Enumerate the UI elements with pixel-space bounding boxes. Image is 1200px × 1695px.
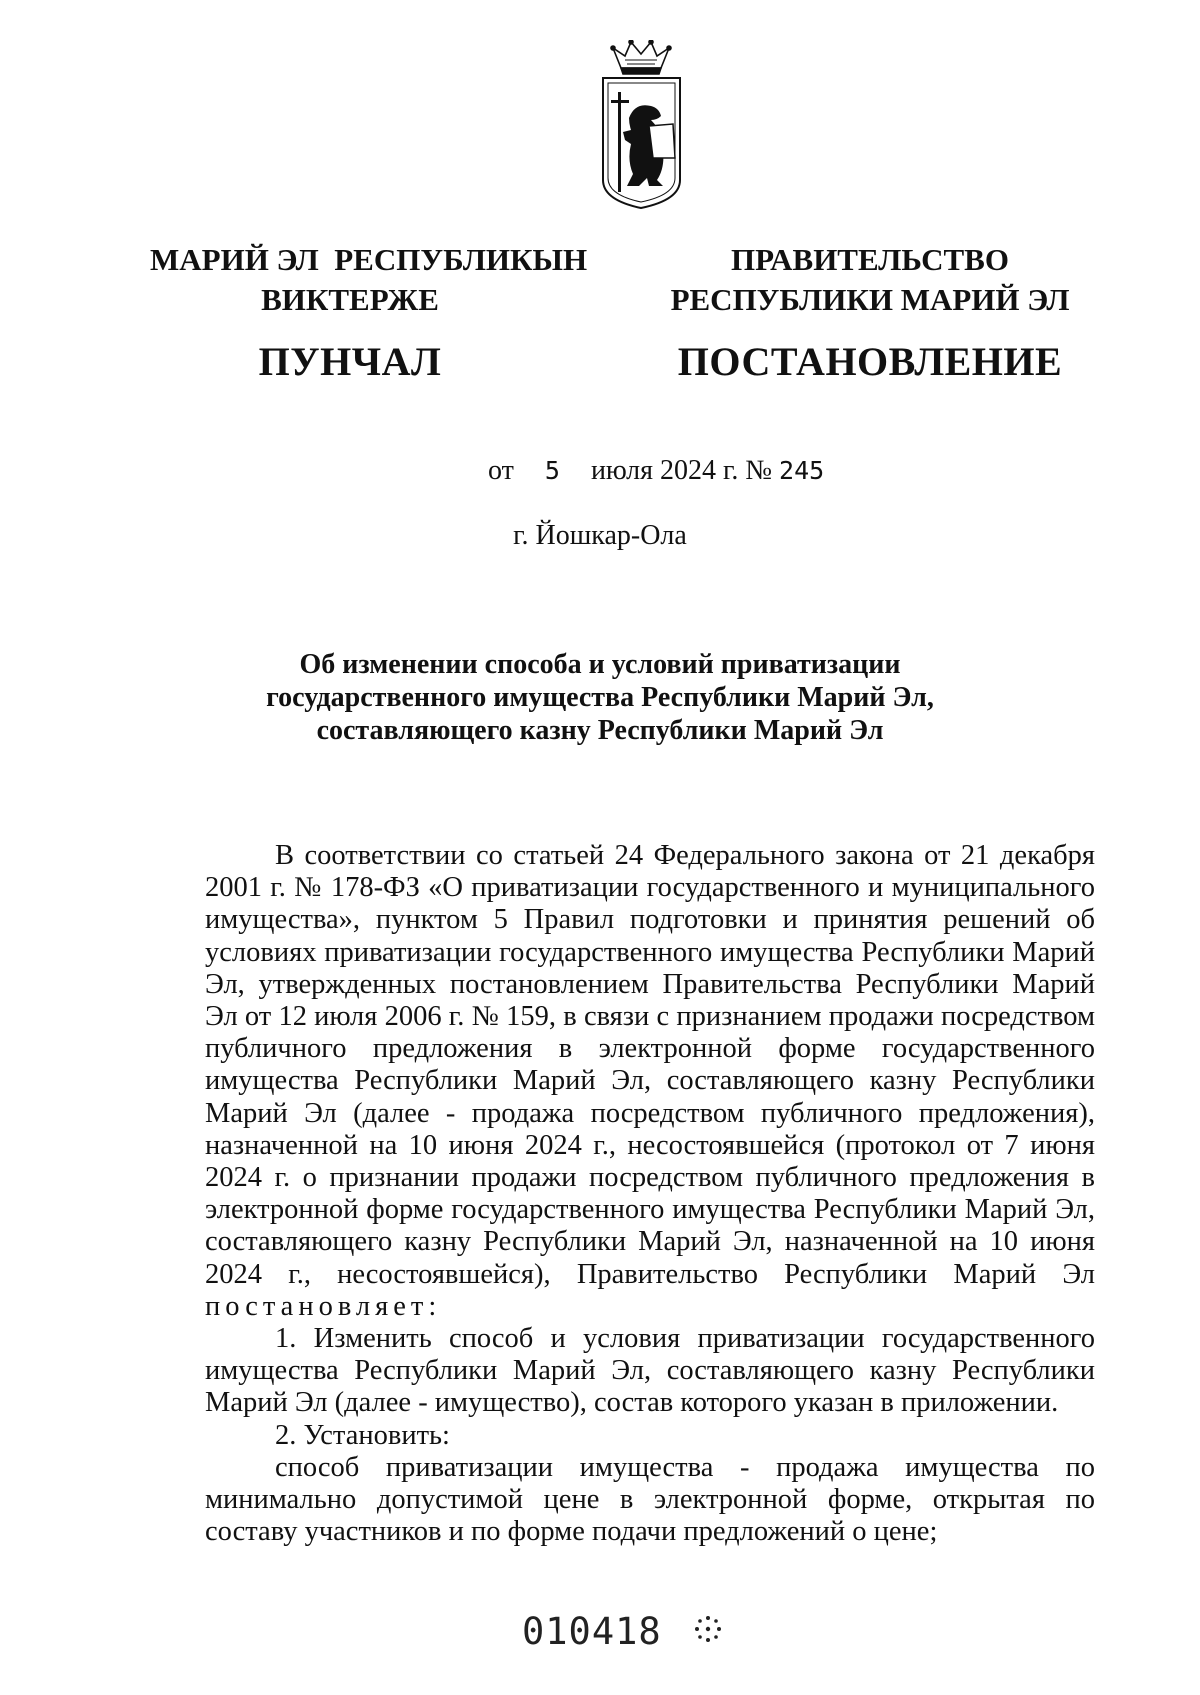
item-1: 1. Изменить способ и условия приватизации государственного имущества Республики Марий Эл, составляющего казну Республики Марий Эл (далее - имущество), состав которого указан в приложении. (205, 1323, 1095, 1419)
title-line-3: составляющего казну Республики Марий Эл (316, 715, 884, 746)
document-body (205, 840, 1095, 1548)
header-right-line1: ПРАВИТЕЛЬСТВО (731, 242, 1009, 277)
footer-serial-number: 010418 (522, 1610, 662, 1653)
document-title (0, 648, 1200, 747)
date-prefix: от (488, 455, 514, 486)
header-right-doc-type: ПОСТАНОВЛЕНИЕ (677, 339, 1063, 384)
coat-of-arms-emblem (599, 40, 684, 212)
preamble-paragraph (205, 840, 1095, 1323)
header-right-block (640, 240, 1100, 382)
title-line-1: Об изменении способа и условий приватизации (299, 649, 901, 680)
preamble-resolves: постановляет: (205, 1290, 442, 1322)
header-left-doc-type: ПУНЧАЛ (258, 339, 442, 384)
item-2: 2. Установить: (275, 1419, 450, 1451)
header-left-line2: ВИКТЕРЖЕ (261, 282, 439, 317)
date-day: 5 (544, 456, 560, 485)
header-left-line1: МАРИЙ ЭЛ РЕСПУБЛИКЫН (150, 242, 588, 277)
header-right-line2: РЕСПУБЛИКИ МАРИЙ ЭЛ (670, 282, 1070, 317)
preamble-government: Правительство Республики Марий Эл (576, 1258, 1095, 1290)
item-2-text: способ приватизации имущества - продажа имущества по минимально допустимой цене в электронной форме, открытая по составу участников и по форме подачи предложений о цене; (205, 1451, 1095, 1548)
city: г. Йошкар-Ола (513, 520, 687, 551)
document-number: 245 (779, 456, 825, 485)
header-left-block (150, 240, 588, 384)
preamble-text: В соответствии со статьей 24 Федерального закона от 21 декабря 2001 г. № 178-ФЗ «О приватизации государственного и муниципального имущества», пунктом 5 Правил подготовки и принятия решений об условиях приватизации государственного имущества Республики Марий Эл, утвержденных постановлением Правительства Республики Марий Эл от 12 июля 2006 г. № 159, в связи с признанием продажи посредством публичного предложения в электронной форме государственного имущества Республики Марий Эл, составляющего казну Республики Марий Эл (далее - продажа посредством публичного предложения), назначенной на 10 июня 2024 г., несостоявшейся (протокол от 7 июня 2024 г. о признании продажи посредством публичного предложения в электронной форме государственного имущества Республики Марий Эл, составляющего казну Республики Марий Эл, назначенной на 10 июня 2024 г., несостоявшейся), (205, 840, 1095, 1290)
crown-icon (611, 40, 671, 74)
document-date-line (488, 455, 824, 487)
date-month-year: июля 2024 г. № (590, 455, 773, 486)
asterisk-mark-icon (693, 1614, 723, 1644)
title-line-2: государственного имущества Республики Марий Эл, (266, 682, 934, 713)
